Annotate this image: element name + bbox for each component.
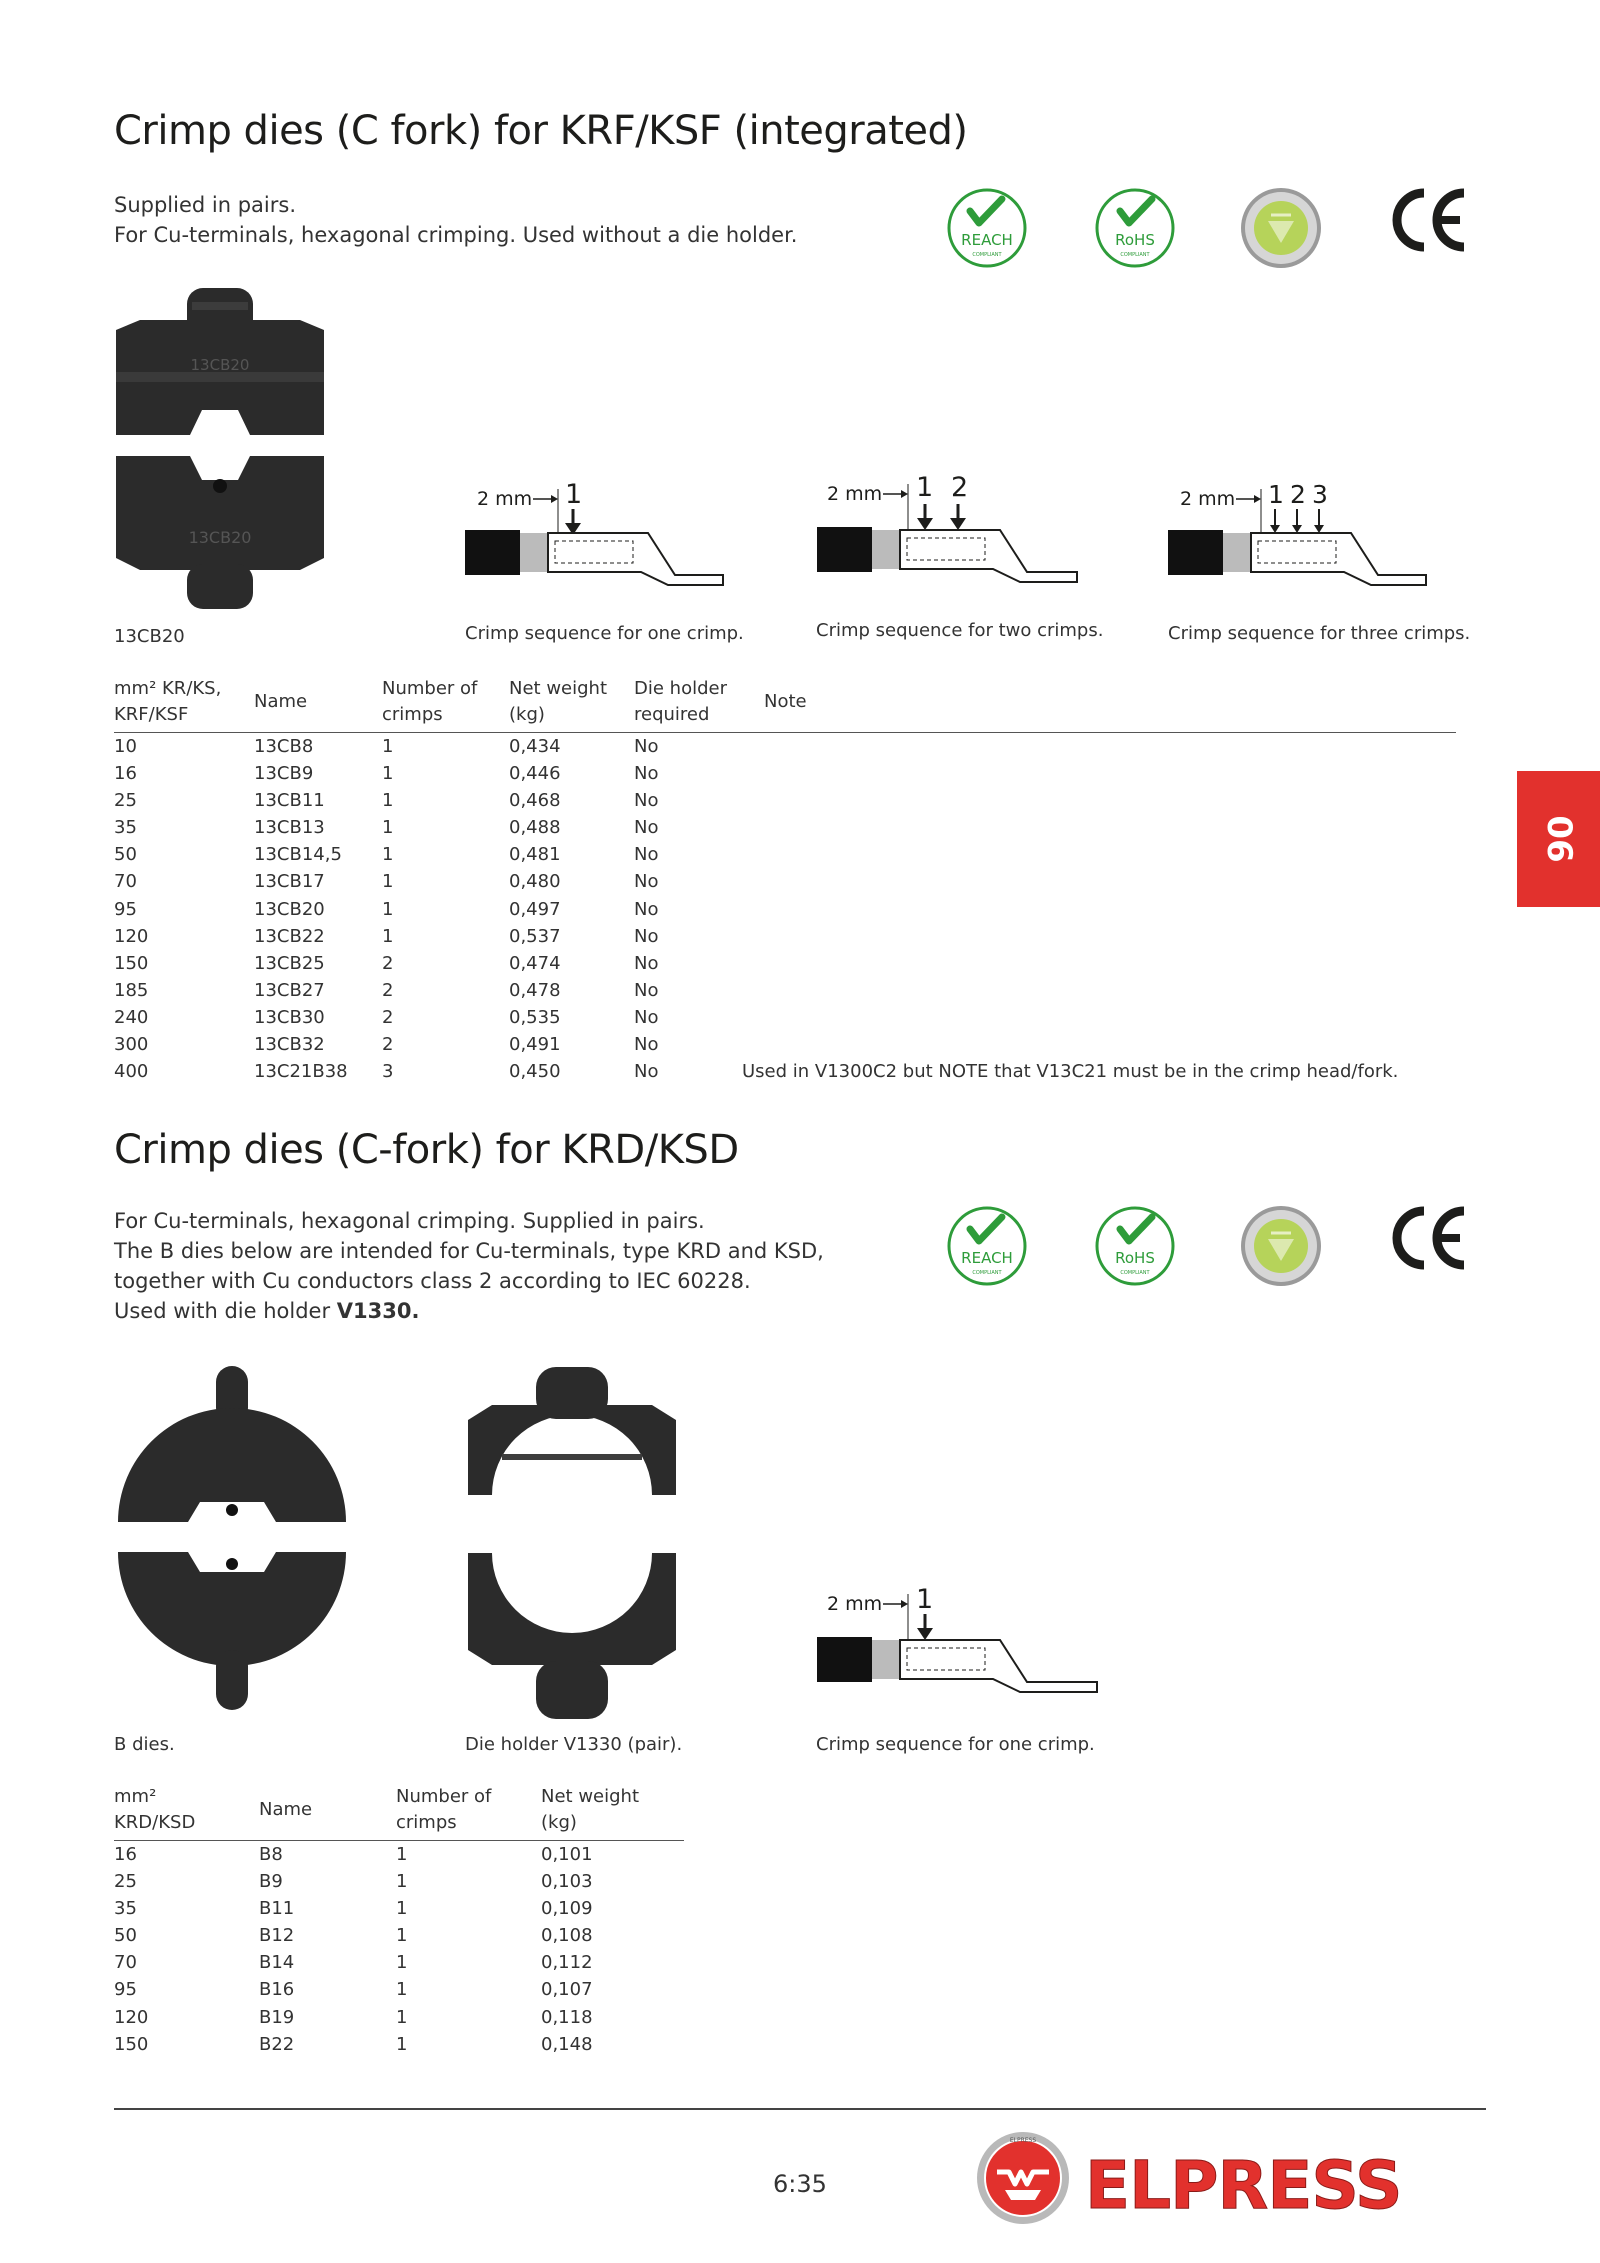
table-cell: 1 xyxy=(396,1925,408,1947)
table-cell: 13CB14,5 xyxy=(254,844,342,866)
table-cell: No xyxy=(634,1033,659,1055)
table-cell xyxy=(742,733,1434,761)
section2-intro xyxy=(114,1206,824,1326)
table-cell: 0,434 xyxy=(509,736,561,757)
table-row xyxy=(114,733,1456,761)
table-cell xyxy=(742,1031,1434,1058)
certification-seal-icon xyxy=(1238,185,1324,275)
crimp-number-1: 1 xyxy=(1268,480,1284,509)
table-cell: 300 xyxy=(114,1033,149,1055)
table-cell: 16 xyxy=(114,1844,137,1865)
table-cell xyxy=(742,787,1434,814)
logo-ring-text: ELPRESS xyxy=(1009,2137,1037,2144)
table-cell: 1 xyxy=(396,1979,408,2001)
table-cell: No xyxy=(634,1006,659,1028)
intro-line: together with Cu conductors class 2 according to IEC 60228. xyxy=(114,1269,751,1293)
table-cell: 1 xyxy=(382,736,394,757)
col-header-mm xyxy=(114,676,254,733)
table-cell: 1 xyxy=(382,898,394,920)
table-cell: 16 xyxy=(114,763,137,785)
table-cell: 13CB13 xyxy=(254,817,325,839)
table-cell: 0,491 xyxy=(509,1033,561,1055)
table-cell: 13CB17 xyxy=(254,871,325,893)
table-cell: 1 xyxy=(382,925,394,947)
table-cell: No xyxy=(634,979,659,1001)
ce-mark-icon xyxy=(1390,1203,1470,1277)
table-row xyxy=(114,787,1456,814)
table-cell: 0,446 xyxy=(509,763,561,785)
header-line: Number of xyxy=(396,1786,492,1807)
table-cell: 13C21B38 xyxy=(254,1061,348,1083)
certification-seal-icon xyxy=(1238,1203,1324,1293)
table-cell: 13CB32 xyxy=(254,1033,325,1055)
table-cell: No xyxy=(634,790,659,812)
crimp-number-3: 3 xyxy=(1312,480,1328,509)
section2-title: Crimp dies (C-fork) for KRD/KSD xyxy=(114,1127,739,1173)
header-line: (kg) xyxy=(509,704,545,725)
reach-compliant-icon xyxy=(946,1205,1028,1291)
caption-two-crimps: Crimp sequence for two crimps. xyxy=(816,620,1104,641)
table-cell: 0,535 xyxy=(509,1006,561,1028)
chapter-tab[interactable] xyxy=(1517,771,1600,907)
header-line: Die holder xyxy=(634,678,727,699)
table-cell: 1 xyxy=(382,763,394,785)
diagram-offset-label: 2 mm xyxy=(477,488,533,510)
table-cell xyxy=(742,977,1434,1004)
table-cell: 3 xyxy=(382,1061,394,1083)
crimp-number-2: 2 xyxy=(1290,480,1306,509)
table-cell: 0,109 xyxy=(541,1898,593,1920)
section1-title: Crimp dies (C fork) for KRF/KSF (integrated) xyxy=(114,108,968,154)
die-stamp-top: 13CB20 xyxy=(190,356,250,374)
table-cell: 0,468 xyxy=(509,790,561,812)
crimp-diagram-three xyxy=(1166,475,1436,599)
ce-mark-icon xyxy=(1390,185,1470,259)
intro-line: The B dies below are intended for Cu-terminals, type KRD and KSD, xyxy=(114,1239,824,1263)
table-row xyxy=(114,895,1456,922)
caption-three-crimps: Crimp sequence for three crimps. xyxy=(1168,623,1471,644)
table-cell: 13CB25 xyxy=(254,952,325,974)
intro-line: Supplied in pairs. xyxy=(114,193,296,217)
table-cell: 13CB22 xyxy=(254,925,325,947)
table-cell: 0,103 xyxy=(541,1871,593,1893)
table-cell xyxy=(742,1004,1434,1031)
table-cell: No xyxy=(634,925,659,947)
table-cell: 0,488 xyxy=(509,817,561,839)
b-dies-image xyxy=(112,1362,352,1721)
intro-line xyxy=(114,1296,824,1326)
rohs-label: RoHS xyxy=(1115,231,1155,249)
die-holder-v1330-image xyxy=(462,1365,682,1729)
table-cell: 2 xyxy=(382,1033,394,1055)
table-cell: No xyxy=(634,871,659,893)
intro-prefix: Used with die holder xyxy=(114,1299,337,1323)
diagram-offset-label: 2 mm xyxy=(827,1593,883,1615)
krf-ksf-die-table xyxy=(114,676,1456,1085)
rohs-sub: COMPLIANT xyxy=(1120,252,1150,258)
col-header-weight xyxy=(509,676,634,733)
table-cell: 1 xyxy=(382,790,394,812)
header-line: crimps xyxy=(382,704,443,725)
caption-13cb20: 13CB20 xyxy=(114,626,185,647)
krd-ksd-die-table xyxy=(114,1784,684,2058)
header-line: required xyxy=(634,704,710,725)
table-cell: 240 xyxy=(114,1006,149,1028)
table-cell xyxy=(742,868,1434,895)
table-row xyxy=(114,1976,684,2003)
table-cell: 1 xyxy=(382,817,394,839)
table-cell: No xyxy=(634,736,659,757)
table-cell: 185 xyxy=(114,979,149,1001)
table-cell: B19 xyxy=(259,2006,295,2028)
table-cell: 0,474 xyxy=(509,952,561,974)
die-13cb20-image xyxy=(110,280,330,619)
table-cell: 1 xyxy=(396,1871,408,1893)
table-cell: 95 xyxy=(114,898,137,920)
table-cell xyxy=(742,895,1434,922)
rohs-compliant-icon xyxy=(1094,187,1176,273)
table-row xyxy=(114,1922,684,1949)
table-cell: 25 xyxy=(114,1871,137,1893)
table-cell: No xyxy=(634,844,659,866)
table-cell xyxy=(742,923,1434,950)
col-header-crimps xyxy=(396,1784,541,1841)
table-cell: 10 xyxy=(114,736,137,757)
table-cell: 1 xyxy=(396,2006,408,2028)
table-row xyxy=(114,760,1456,787)
table-cell: 1 xyxy=(396,2033,408,2055)
col-header-note: Note xyxy=(764,676,1456,733)
table-cell: 70 xyxy=(114,1952,137,1974)
table-row xyxy=(114,841,1456,868)
reach-sub: COMPLIANT xyxy=(972,1270,1002,1276)
col-header-mm xyxy=(114,1784,259,1841)
table-row xyxy=(114,1841,684,1869)
table-row xyxy=(114,1004,1456,1031)
col-header-name: Name xyxy=(254,676,382,733)
table-cell: 1 xyxy=(396,1898,408,1920)
col-header-crimps xyxy=(382,676,509,733)
table-row xyxy=(114,2031,684,2058)
col-header-holder xyxy=(634,676,764,733)
table-cell: 120 xyxy=(114,2006,149,2028)
header-line: Net weight xyxy=(509,678,608,699)
rohs-compliant-icon xyxy=(1094,1205,1176,1291)
table-cell: 0,108 xyxy=(541,1925,593,1947)
diagram-offset-label: 2 mm xyxy=(827,483,883,505)
table-cell: No xyxy=(634,817,659,839)
intro-line: For Cu-terminals, hexagonal crimping. Used without a die holder. xyxy=(114,223,798,247)
table-row xyxy=(114,1868,684,1895)
caption-die-holder: Die holder V1330 (pair). xyxy=(465,1734,683,1755)
table-cell: 2 xyxy=(382,952,394,974)
brand-wordmark: ELPRESS xyxy=(1085,2147,1402,2224)
reach-label: REACH xyxy=(961,231,1013,249)
rohs-label: RoHS xyxy=(1115,1249,1155,1267)
crimp-number-1: 1 xyxy=(916,472,934,503)
table-cell: No xyxy=(634,898,659,920)
diagram-offset-label: 2 mm xyxy=(1180,488,1236,510)
table-cell: No xyxy=(634,1061,659,1083)
table-cell: B11 xyxy=(259,1898,295,1920)
table-cell xyxy=(742,814,1434,841)
table-cell xyxy=(742,950,1434,977)
table-cell: 1 xyxy=(382,871,394,893)
table-cell: 0,450 xyxy=(509,1061,561,1083)
table-cell: 0,112 xyxy=(541,1952,593,1974)
table-cell: B12 xyxy=(259,1925,295,1947)
table-cell: 0,481 xyxy=(509,844,561,866)
page-number: 6:35 xyxy=(773,2170,827,2198)
table-cell: B8 xyxy=(259,1844,283,1865)
table-cell: Used in V1300C2 but NOTE that V13C21 must be in the crimp head/fork. xyxy=(742,1061,1399,1083)
table-cell: No xyxy=(634,952,659,974)
crimp-number-1: 1 xyxy=(916,1584,934,1615)
crimp-diagram-one xyxy=(463,475,733,599)
reach-sub: COMPLIANT xyxy=(972,252,1002,258)
table-cell: 13CB27 xyxy=(254,979,325,1001)
header-line: Net weight xyxy=(541,1786,640,1807)
crimp-number-2: 2 xyxy=(951,472,969,503)
table-row xyxy=(114,950,1456,977)
table-cell: 13CB8 xyxy=(254,736,314,757)
table-cell: 13CB20 xyxy=(254,898,325,920)
table-cell: 0,148 xyxy=(541,2033,593,2055)
header-line: mm² xyxy=(114,1786,157,1807)
reach-compliant-icon xyxy=(946,187,1028,273)
table-cell: 0,478 xyxy=(509,979,561,1001)
table-cell: 0,537 xyxy=(509,925,561,947)
die-stamp-bottom: 13CB20 xyxy=(188,528,252,547)
table-cell: 35 xyxy=(114,1898,137,1920)
table-row xyxy=(114,868,1456,895)
table-row xyxy=(114,977,1456,1004)
table-row xyxy=(114,1949,684,1976)
header-line: crimps xyxy=(396,1812,457,1833)
table-cell: 95 xyxy=(114,1979,137,2001)
table-cell: 0,480 xyxy=(509,871,561,893)
footer-rule xyxy=(114,2108,1486,2110)
table-cell xyxy=(742,760,1434,787)
table-cell: 1 xyxy=(396,1844,408,1865)
table-cell xyxy=(742,841,1434,868)
intro-line: For Cu-terminals, hexagonal crimping. Supplied in pairs. xyxy=(114,1209,705,1233)
table-cell: 0,118 xyxy=(541,2006,593,2028)
section1-intro xyxy=(114,190,797,250)
header-line: KRF/KSF xyxy=(114,704,189,725)
crimp-diagram-one xyxy=(815,1580,1105,1709)
table-cell: 13CB11 xyxy=(254,790,325,812)
table-cell: B9 xyxy=(259,1871,283,1893)
table-cell: 150 xyxy=(114,2033,149,2055)
header-line: KRD/KSD xyxy=(114,1812,196,1833)
table-row xyxy=(114,1031,1456,1058)
table-header-row xyxy=(114,676,1456,733)
crimp-number-1: 1 xyxy=(565,479,583,510)
caption-one-crimp: Crimp sequence for one crimp. xyxy=(465,623,744,644)
table-cell: 400 xyxy=(114,1061,149,1083)
table-cell: B16 xyxy=(259,1979,295,2001)
table-cell: 35 xyxy=(114,817,137,839)
table-row xyxy=(114,923,1456,950)
table-row xyxy=(114,814,1456,841)
die-holder-ref: V1330. xyxy=(336,1299,420,1323)
header-line: (kg) xyxy=(541,1812,577,1833)
caption-b-dies: B dies. xyxy=(114,1734,175,1755)
table-cell: 50 xyxy=(114,844,137,866)
chapter-tab-label: 06 xyxy=(1538,815,1579,863)
table-cell: 150 xyxy=(114,952,149,974)
table-header-row xyxy=(114,1784,684,1841)
table-cell: 0,107 xyxy=(541,1979,593,2001)
table-cell: 0,101 xyxy=(541,1844,593,1865)
header-line: Number of xyxy=(382,678,478,699)
table-cell: 13CB9 xyxy=(254,763,314,785)
caption-one-crimp: Crimp sequence for one crimp. xyxy=(816,1734,1095,1755)
table-cell: 2 xyxy=(382,1006,394,1028)
table-cell: 0,497 xyxy=(509,898,561,920)
table-cell: 120 xyxy=(114,925,149,947)
col-header-name: Name xyxy=(259,1784,396,1841)
table-cell: 1 xyxy=(382,844,394,866)
table-cell: B14 xyxy=(259,1952,295,1974)
table-cell: 1 xyxy=(396,1952,408,1974)
table-cell: 70 xyxy=(114,871,137,893)
header-line: mm² KR/KS, xyxy=(114,678,222,699)
rohs-sub: COMPLIANT xyxy=(1120,1270,1150,1276)
table-cell: 25 xyxy=(114,790,137,812)
table-cell: B22 xyxy=(259,2033,295,2055)
reach-label: REACH xyxy=(961,1249,1013,1267)
col-header-weight xyxy=(541,1784,684,1841)
elpress-logo-icon xyxy=(975,2130,1071,2230)
table-cell: 50 xyxy=(114,1925,137,1947)
table-row xyxy=(114,1895,684,1922)
crimp-diagram-two xyxy=(815,470,1105,599)
table-cell: 13CB30 xyxy=(254,1006,325,1028)
table-cell: 2 xyxy=(382,979,394,1001)
table-cell: No xyxy=(634,763,659,785)
table-row xyxy=(114,1058,1456,1085)
table-row xyxy=(114,2003,684,2030)
